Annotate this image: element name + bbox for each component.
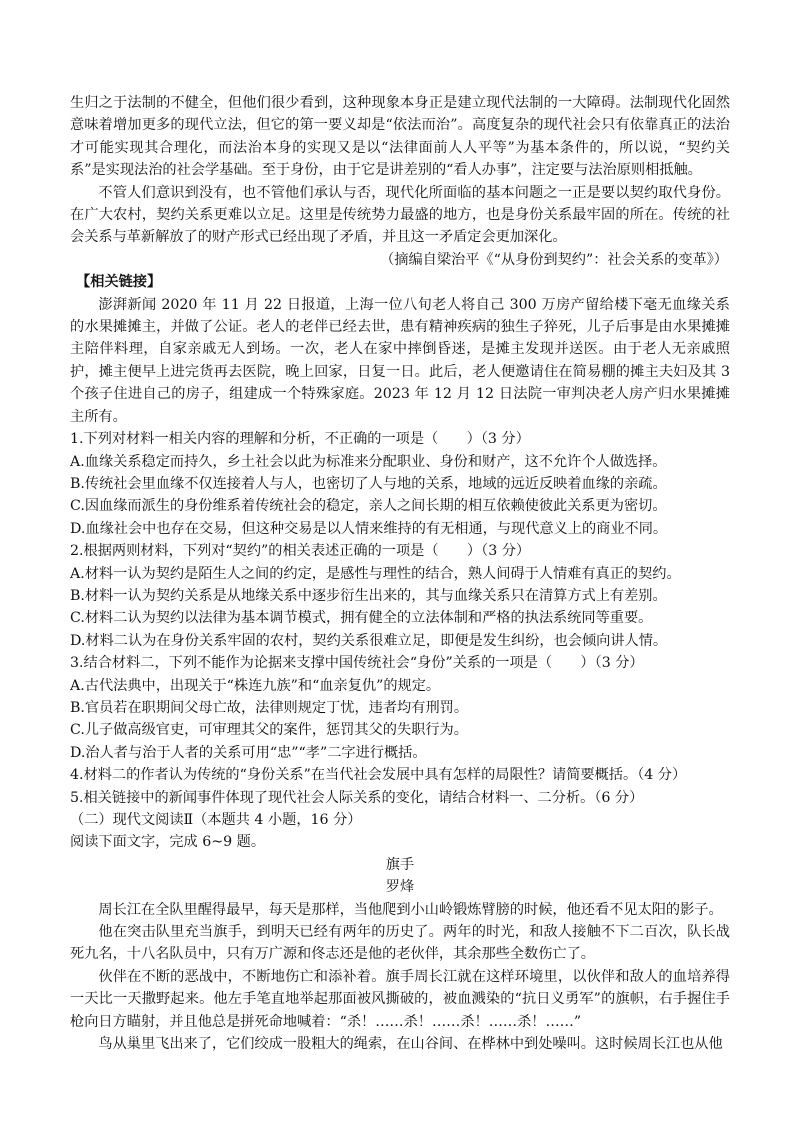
question-1-option-a: A.血缘关系稳定而持久，乡土社会以此为标准来分配职业、身份和财产，这不允许个人做选择。 <box>70 453 667 470</box>
question-1-option-c: C.因血缘而派生的身份维系着传统社会的稳定，亲人之间长期的相互依赖使彼此关系更为密切。 <box>70 498 667 515</box>
question-3-option-a: A.古代法典中，出现关于“株连九族”和“血亲复仇”的规定。 <box>70 677 441 694</box>
question-2-option-a: A.材料一认为契约是陌生人之间的约定，是感性与理性的结合，熟人间碍于人情难有真正的契约。 <box>70 565 681 582</box>
question-1-option-d: D.血缘社会中也存在交易，但这种交易是以人情来维持的有无相通，与现代意义上的商业不同。 <box>70 520 668 537</box>
source-citation: （摘编自梁治平《“从身份到契约”：社会关系的变革》） <box>380 251 728 268</box>
question-4: 4.材料二的作者认为传统的“身份关系”在当代社会发展中具有怎样的局限性？请简要概括。（4 分） <box>70 767 687 784</box>
story-paragraph: 鸟从巢里飞出来了，它们绞成一股粗大的绳索，在山谷间、在桦林中到处噪叫。这时候周长江也从他 <box>98 1036 723 1053</box>
story-author: 罗烽 <box>385 879 415 896</box>
question-1: 1.下列对材料一相关内容的理解和分析，不正确的一项是（ ）（3 分） <box>70 431 530 448</box>
question-3-option-d: D.治人者与治于人者的关系可用“忠”“孝”二字进行概括。 <box>70 744 427 761</box>
material-paragraph: 不管人们意识到没有，也不管他们承认与否，现代化所面临的基本问题之一正是要以契约取代身份。在广大农村，契约关系更难以立足。这里是传统势力最盛的地方，也是身份关系最牢固的所在。传统的社会关系与革新解放了的财产形式已经出现了矛盾，并且这一矛盾定会更加深化。 <box>70 184 730 246</box>
story-paragraph: 他在突击队里充当旗手，到明天已经有两年的历史了。两年的时光，和敌人接触不下二百次，队长战死九名，十八名队员中，只有万广源和佟志还是他的老伙伴，其余那些全数伤亡了。 <box>70 924 730 963</box>
question-3-option-b: B.官员若在职期间父母亡故，法律则规定丁忧，违者均有刑罚。 <box>70 699 469 716</box>
story-paragraph: 伙伴在不断的恶战中，不断地伤亡和添补着。旗手周长江就在这样环境里，以伙伴和敌人的血培养得一天比一天撒野起来。他左手笔直地举起那面被风撕破的，被血溅染的“抗日义勇军”的旗帜，右手握住手枪向日方瞄射，并且他总是拼死命地喊着：“杀！……杀！……杀！……杀！……” <box>70 968 730 1030</box>
question-2-option-d: D.材料二认为在身份关系牢固的农村，契约关系很难立足，即便是发生纠纷，也会倾向讲人情。 <box>70 632 668 649</box>
question-3: 3.结合材料二，下列不能作为论据来支撑中国传统社会“身份”关系的一项是（ ）（3 分） <box>70 655 644 672</box>
reading-instruction: 阅读下面文字，完成 6~9 题。 <box>70 834 266 851</box>
question-2-option-b: B.材料一认为契约关系是从地缘关系中逐步衍生出来的，其与血缘关系只在清算方式上有差别。 <box>70 587 667 604</box>
section-heading: （二）现代文阅读Ⅱ（本题共 4 小题，16 分） <box>70 812 362 828</box>
news-paragraph: 澎湃新闻 2020 年 11 月 22 日报道，上海一位八旬老人将自己 300 万房产留给楼下毫无血缘关系的水果摊摊主，并做了公证。老人的老伴已经去世，患有精神疾病的独生子猝死，儿子后事是由水果摊摊主陪伴料理，自家亲戚无人到场。一次，老人在家中摔倒昏迷，是摊主发现并送医。由于老人无亲戚照护，摊主便早上进完货再去医院，晚上回家，日复一日。此后，老人便邀请住在简易棚的摊主夫妇及其 3 个孩子住进自己的房子，组建成一个特殊家庭。2023 年 12 月 12 日法院一审判决老人房产归水果摊摊主所有。 <box>70 296 730 425</box>
question-5: 5.相关链接中的新闻事件体现了现代社会人际关系的变化，请结合材料一、二分析。（6 分） <box>70 789 644 806</box>
question-2-option-c: C.材料二认为契约以法律为基本调节模式，拥有健全的立法体制和严格的执法系统同等重要。 <box>70 610 653 627</box>
question-3-option-c: C.儿子做高级官吏，可审理其父的案件，惩罚其父的失职行为。 <box>70 722 468 739</box>
related-link-heading: 【相关链接】 <box>76 274 162 291</box>
story-paragraph: 周长江在全队里醒得最早，每天是那样，当他爬到小山岭锻炼臂膀的时候，他还看不见太阳的影子。 <box>98 901 723 918</box>
question-1-option-b: B.传统社会里血缘不仅连接着人与人，也密切了人与地的关系，地域的远近反映着血缘的亲疏。 <box>70 475 667 492</box>
exam-page <box>70 92 730 1055</box>
material-paragraph: 生归之于法制的不健全，但他们很少看到，这种现象本身正是建立现代法制的一大障碍。法制现代化固然意味着增加更多的现代立法，但它的第一要义却是“依法而治”。高度复杂的现代社会只有依靠真正的法治才可能实现其合理化，而法治本身的实现又是以“法律面前人人平等”为基本条件的，所以说，“契约关系”是实现法治的社会学基础。至于身份，由于它是讲差别的“看人办事”，注定要与法治原则相抵触。 <box>70 95 730 179</box>
question-2: 2.根据两则材料，下列对“契约”的相关表述正确的一项是（ ）（3 分） <box>70 543 531 560</box>
story-title: 旗手 <box>385 856 415 873</box>
